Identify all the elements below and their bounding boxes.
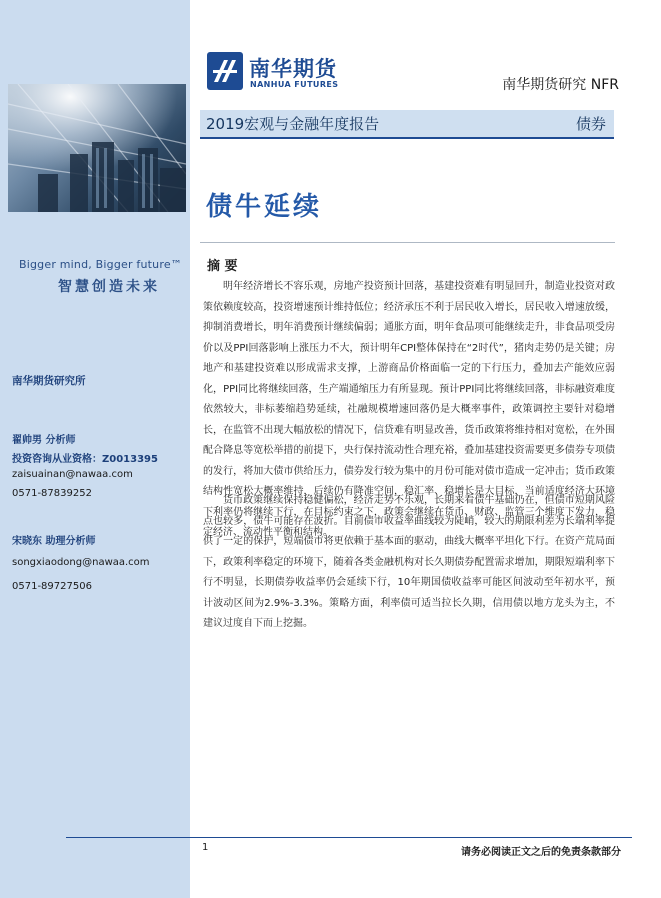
abstract-paragraph-2: 货币政策继续保持稳健偏松，经济走势不乐观，长期来看债牛基础仍在，但债市短期风险点也较多，债牛可能存在波折。目前债市收益率曲线较为陡峭，较大的期限利差为长端利率提供了一定的保护，短端债市将更依赖于基本面的驱动，曲线大概率平坦化下行。在资产荒局面下，政策利率稳定的环境下，随着各类金融机构对长久期债券配置需求增加，期限短端利率下行不明显，长期债券收益率仍会延续下行，10年期国债收益率可能区间波动至年初水平，预计波动区间为2.9%-3.3%。策略方面，利率债可适当拉长久期，信用债以地方龙头为主，不建议过度自下而上挖掘。	[203, 495, 615, 629]
page-title: 债牛延续	[206, 192, 323, 222]
analyst2-phone: 0571-89727506	[12, 581, 92, 592]
research-institute: 南华期货研究所	[12, 375, 86, 387]
research-tag: 南华期货研究 NFR	[502, 77, 619, 93]
analyst2-name: 宋晓东 助理分析师	[12, 536, 96, 547]
slogan-en: Bigger mind, Bigger future™	[18, 258, 182, 271]
analyst2-email[interactable]: songxiaodong@nawaa.com	[12, 557, 150, 568]
report-title-bar	[200, 110, 614, 139]
footer-divider	[66, 837, 632, 838]
abstract-paragraph-1: 明年经济增长不容乐观，房地产投资预计回落，基建投资难有明显回升，制造业投资对政策依赖度较高，投资增速预计维持低位；经济承压不利于居民收入增长，居民收入增速放缓，抑制消费增长，明年消费预计继续偏弱；通胀方面，明年食品项可能继续走升，非食品项受房价以及PPI回落影响上涨压力不大，预计明年CPI整体保持在“2时代”，猪肉走势仍是关键；房地产和基建投资难以形成需求支撑，上游商品价格面临一定的下行压力，叠加去产能效应弱化，PPI同比将继续回落，生产端通缩压力有所显现。预计PPI同比将继续回落，非标融资难度依然较大，非标萎缩趋势延续，社融规模增速回落仍是大概率事件，政策调控主要针对稳增长，在监管不出现大幅放松的情况下，信贷难有明显改善，货币政策将维持相对宽松，在外围配合降息等宽松举措的前提下，央行保持流动性合理充裕，叠加基建投资需要更多债券专项债的发行，将加大债市供给压力，债券发行较为集中的月份可能对债市造成一定冲击；货币政策结构性宽松大概率维持，后续仍有降准空间，稳汇率、稳增长是大目标，当前适度经济大环境下利率仍将继续下行，在目标约束之下，政策会继续在货币、财政、监管三个维度下发力，稳定经济、流动性平衡和结构。	[203, 281, 615, 538]
analyst1-phone: 0571-87839252	[12, 488, 92, 499]
report-series: 2019宏观与金融年度报告	[206, 115, 380, 133]
cover-photo	[8, 84, 186, 212]
report-category: 债券	[575, 115, 606, 133]
building-illustration	[8, 84, 186, 212]
page-number: 1	[202, 842, 209, 853]
sidebar	[0, 0, 190, 898]
analyst1-license: 投资咨询从业资格：Z0013395	[12, 454, 158, 465]
disclaimer: 请务必阅读正文之后的免责条款部分	[461, 847, 621, 858]
analyst1-email[interactable]: zaisuainan@nawaa.com	[12, 469, 133, 480]
slogan-cn: 智慧创造未来	[58, 279, 160, 295]
divider	[200, 242, 615, 243]
brand-name-en: NANHUA FUTURES	[250, 80, 339, 89]
brand-name-cn: 南华期货	[249, 57, 337, 81]
nanhua-logo-icon	[207, 52, 243, 90]
abstract-heading: 摘 要	[207, 259, 238, 274]
analyst1-name: 翟帅男 分析师	[12, 435, 76, 446]
